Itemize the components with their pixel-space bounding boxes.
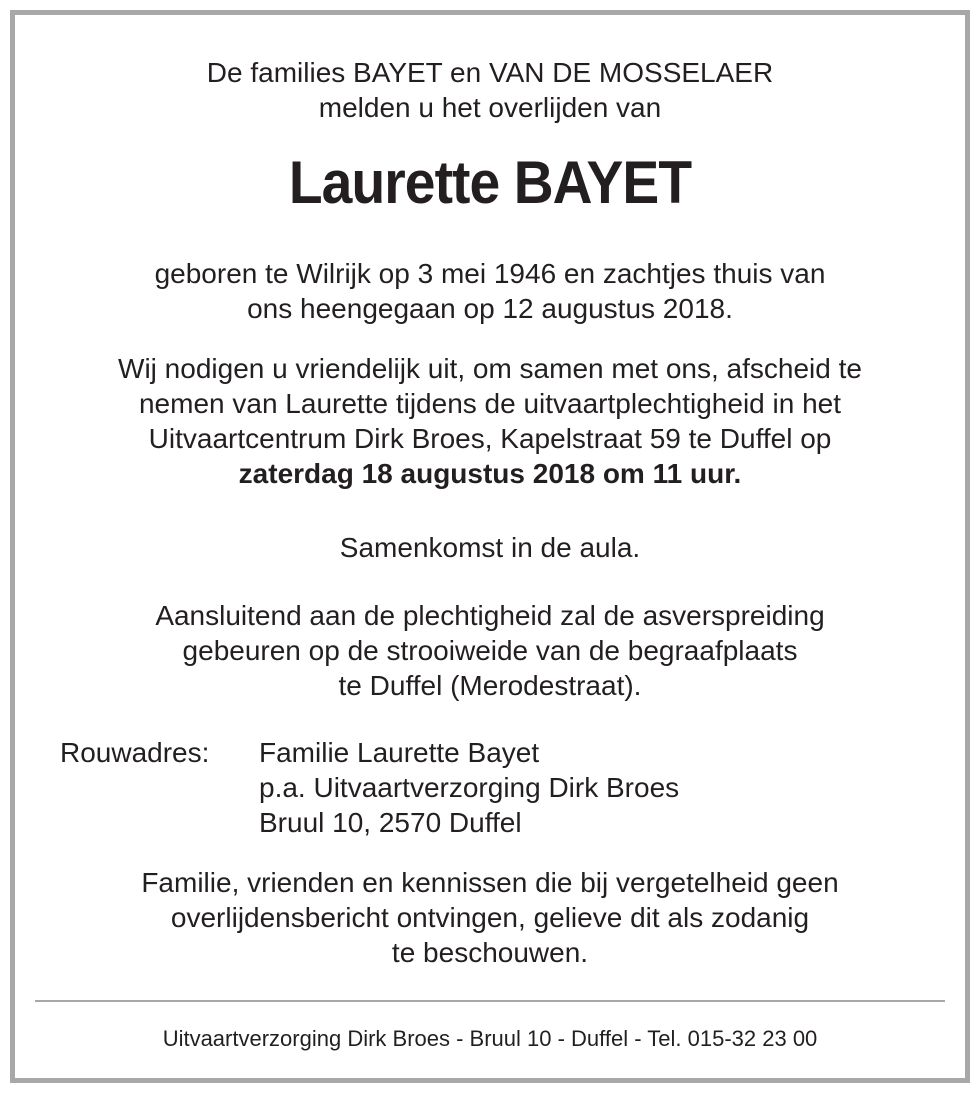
mourning-address-line-1: Familie Laurette Bayet: [259, 737, 540, 768]
families-announcement: De families BAYET en VAN DE MOSSELAER: [206, 57, 774, 88]
announcement-subline: melden u het overlijden van: [318, 92, 662, 123]
mourning-address-label: Rouwadres:: [60, 737, 210, 768]
ceremony-date-time: zaterdag 18 augustus 2018 om 11 uur.: [238, 458, 742, 489]
scattering-line-3: te Duffel (Merodestraat).: [338, 670, 642, 701]
footer-divider: [35, 1000, 945, 1002]
notice-frame: [10, 10, 970, 1083]
invitation-line-1: Wij nodigen u vriendelijk uit, om samen met ons, afscheid te: [118, 353, 862, 384]
deceased-name: Laurette BAYET: [288, 149, 692, 216]
notice-line-3: te beschouwen.: [391, 937, 589, 968]
mourning-address-line-3: Bruul 10, 2570 Duffel: [259, 807, 522, 838]
invitation-line-2: nemen van Laurette tijdens de uitvaartplechtigheid in het: [138, 388, 842, 419]
gathering-note: Samenkomst in de aula.: [339, 532, 641, 563]
birth-line-1: geboren te Wilrijk op 3 mei 1946 en zachtjes thuis van: [154, 258, 826, 289]
scattering-line-1: Aansluitend aan de plechtigheid zal de asverspreiding: [155, 600, 825, 631]
notice-content: [15, 15, 965, 1078]
notice-line-1: Familie, vrienden en kennissen die bij vergetelheid geen: [141, 867, 839, 898]
birth-line-2: ons heengegaan op 12 augustus 2018.: [247, 293, 733, 324]
funeral-home-footer: Uitvaartverzorging Dirk Broes - Bruul 10 - Duffel - Tel. 015-32 23 00: [162, 1026, 818, 1051]
invitation-line-3: Uitvaartcentrum Dirk Broes, Kapelstraat 59 te Duffel op: [148, 423, 832, 454]
notice-line-2: overlijdensbericht ontvingen, gelieve dit als zodanig: [170, 902, 810, 933]
mourning-address-line-2: p.a. Uitvaartverzorging Dirk Broes: [259, 772, 680, 803]
scattering-line-2: gebeuren op de strooiweide van de begraafplaats: [182, 635, 798, 666]
